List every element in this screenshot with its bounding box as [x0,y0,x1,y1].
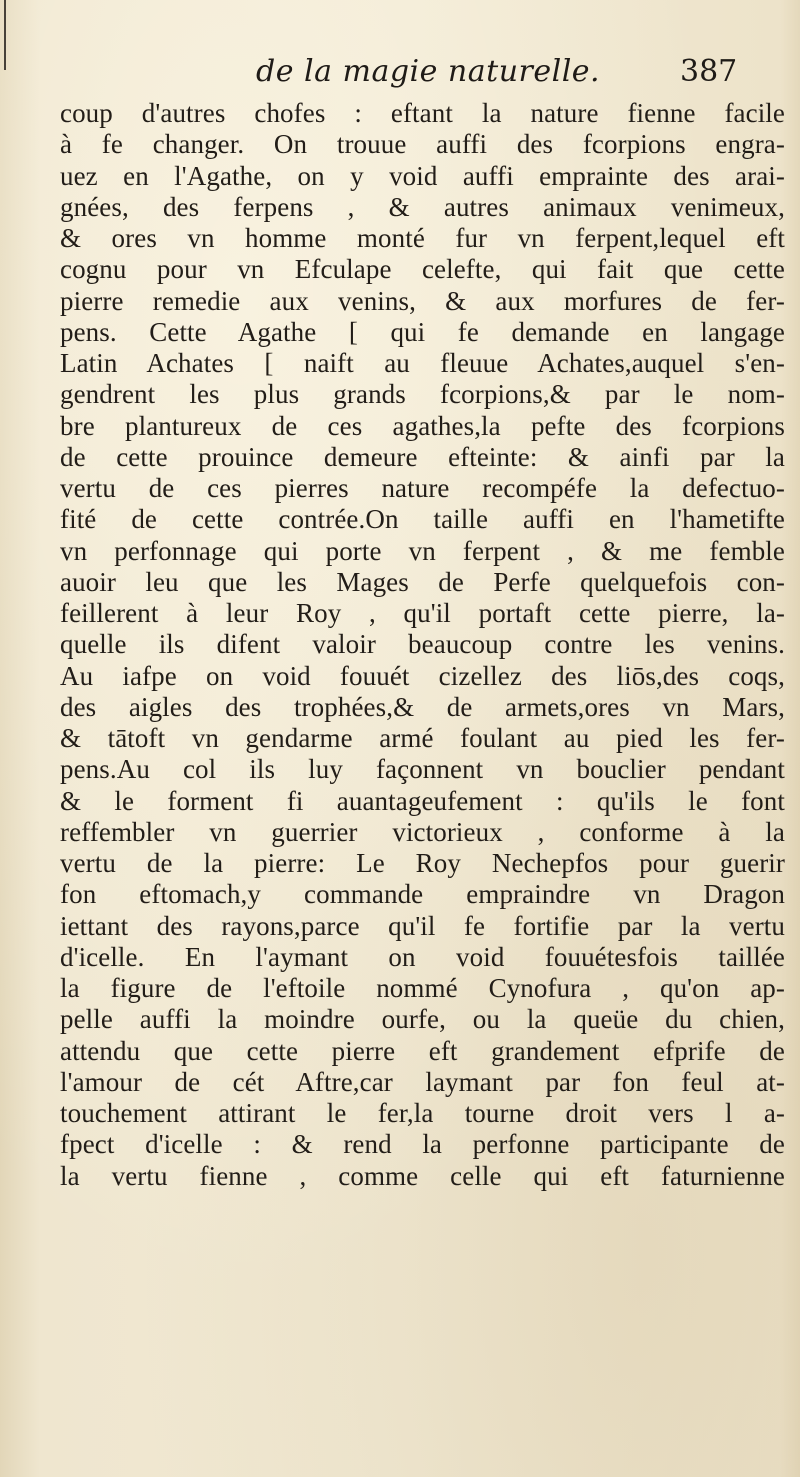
text-line: attendu que cette pierre eft grandement efprife de [60,1035,785,1066]
running-head [0,54,800,100]
text-line: fité de cette contrée.On taille auffi en l'hametifte [60,504,785,535]
page-number: 387 [680,54,738,89]
body-text [60,98,785,1192]
text-line: la vertu fienne , comme celle qui eft faturnienne [60,1160,785,1191]
text-line: Latin Achates [ naift au fleuue Achates,auquel s'en- [60,348,785,378]
text-line: feillerent à leur Roy , qu'il portaft cette pierre, la- [60,598,785,628]
text-line: d'icelle. En l'aymant on void fouuétesfois taillée [60,941,785,972]
text-line: gendrent les plus grands fcorpions,& par le nom- [60,379,785,410]
text-line: l'amour de cét Aftre,car laymant par fon feul at- [60,1066,785,1097]
text-line: pierre remedie aux venins, & aux morfures de fer- [60,285,785,316]
text-line: Au iafpe on void fouuét cizellez des liōs,des coqs, [60,660,785,691]
text-line: pens.Au col ils luy façonnent vn bouclier pendant [60,754,785,785]
text-line: à fe changer. On trouue auffi des fcorpions engra- [60,129,785,160]
text-line: de cette prouince demeure efteinte: & ainfi par la [60,441,785,472]
text-line: pelle auffi la moindre ourfe, ou la queüe du chien, [60,1004,785,1035]
text-line: & le forment fi auantageufement : qu'ils le font [60,785,785,816]
text-line: iettant des rayons,parce qu'il fe fortifie par la vertu [60,910,785,941]
text-line: fon eftomach,y commande empraindre vn Dragon [60,879,785,910]
text-line: uez en l'Agathe, on y void auffi emprainte des arai- [60,160,785,191]
text-line: vertu de la pierre: Le Roy Nechepfos pour guerir [60,848,785,878]
text-line: touchement attirant le fer,la tourne droit vers l a- [60,1098,785,1128]
text-line: la figure de l'eftoile nommé Cynofura , qu'on ap- [60,973,785,1003]
text-line: quelle ils difent valoir beaucoup contre les venins. [60,629,785,660]
text-line: & tātoft vn gendarme armé foulant au pied les fer- [60,723,785,753]
text-line: vn perfonnage qui porte vn ferpent , & me femble [60,535,785,566]
text-line: & ores vn homme monté fur vn ferpent,lequel eft [60,223,785,253]
text-line: des aigles des trophées,& de armets,ores vn Mars, [60,691,785,722]
text-line: cognu pour vn Efculape celefte, qui fait que cette [60,254,785,285]
text-line: gnées, des ferpens , & autres animaux venimeux, [60,191,785,222]
text-line: coup d'autres chofes : eftant la nature fienne facile [60,98,785,128]
text-line: reffembler vn guerrier victorieux , conforme à la [60,816,785,847]
text-line: auoir leu que les Mages de Perfe quelquefois con- [60,566,785,597]
text-line: fpect d'icelle : & rend la perfonne participante de [60,1129,785,1160]
running-title: de la magie naturelle. [256,54,601,89]
text-line: vertu de ces pierres nature recompéfe la defectuo- [60,473,785,503]
text-line: bre plantureux de ces agathes,la pefte des fcorpions [60,410,785,441]
text-line: pens. Cette Agathe [ qui fe demande en langage [60,316,785,347]
